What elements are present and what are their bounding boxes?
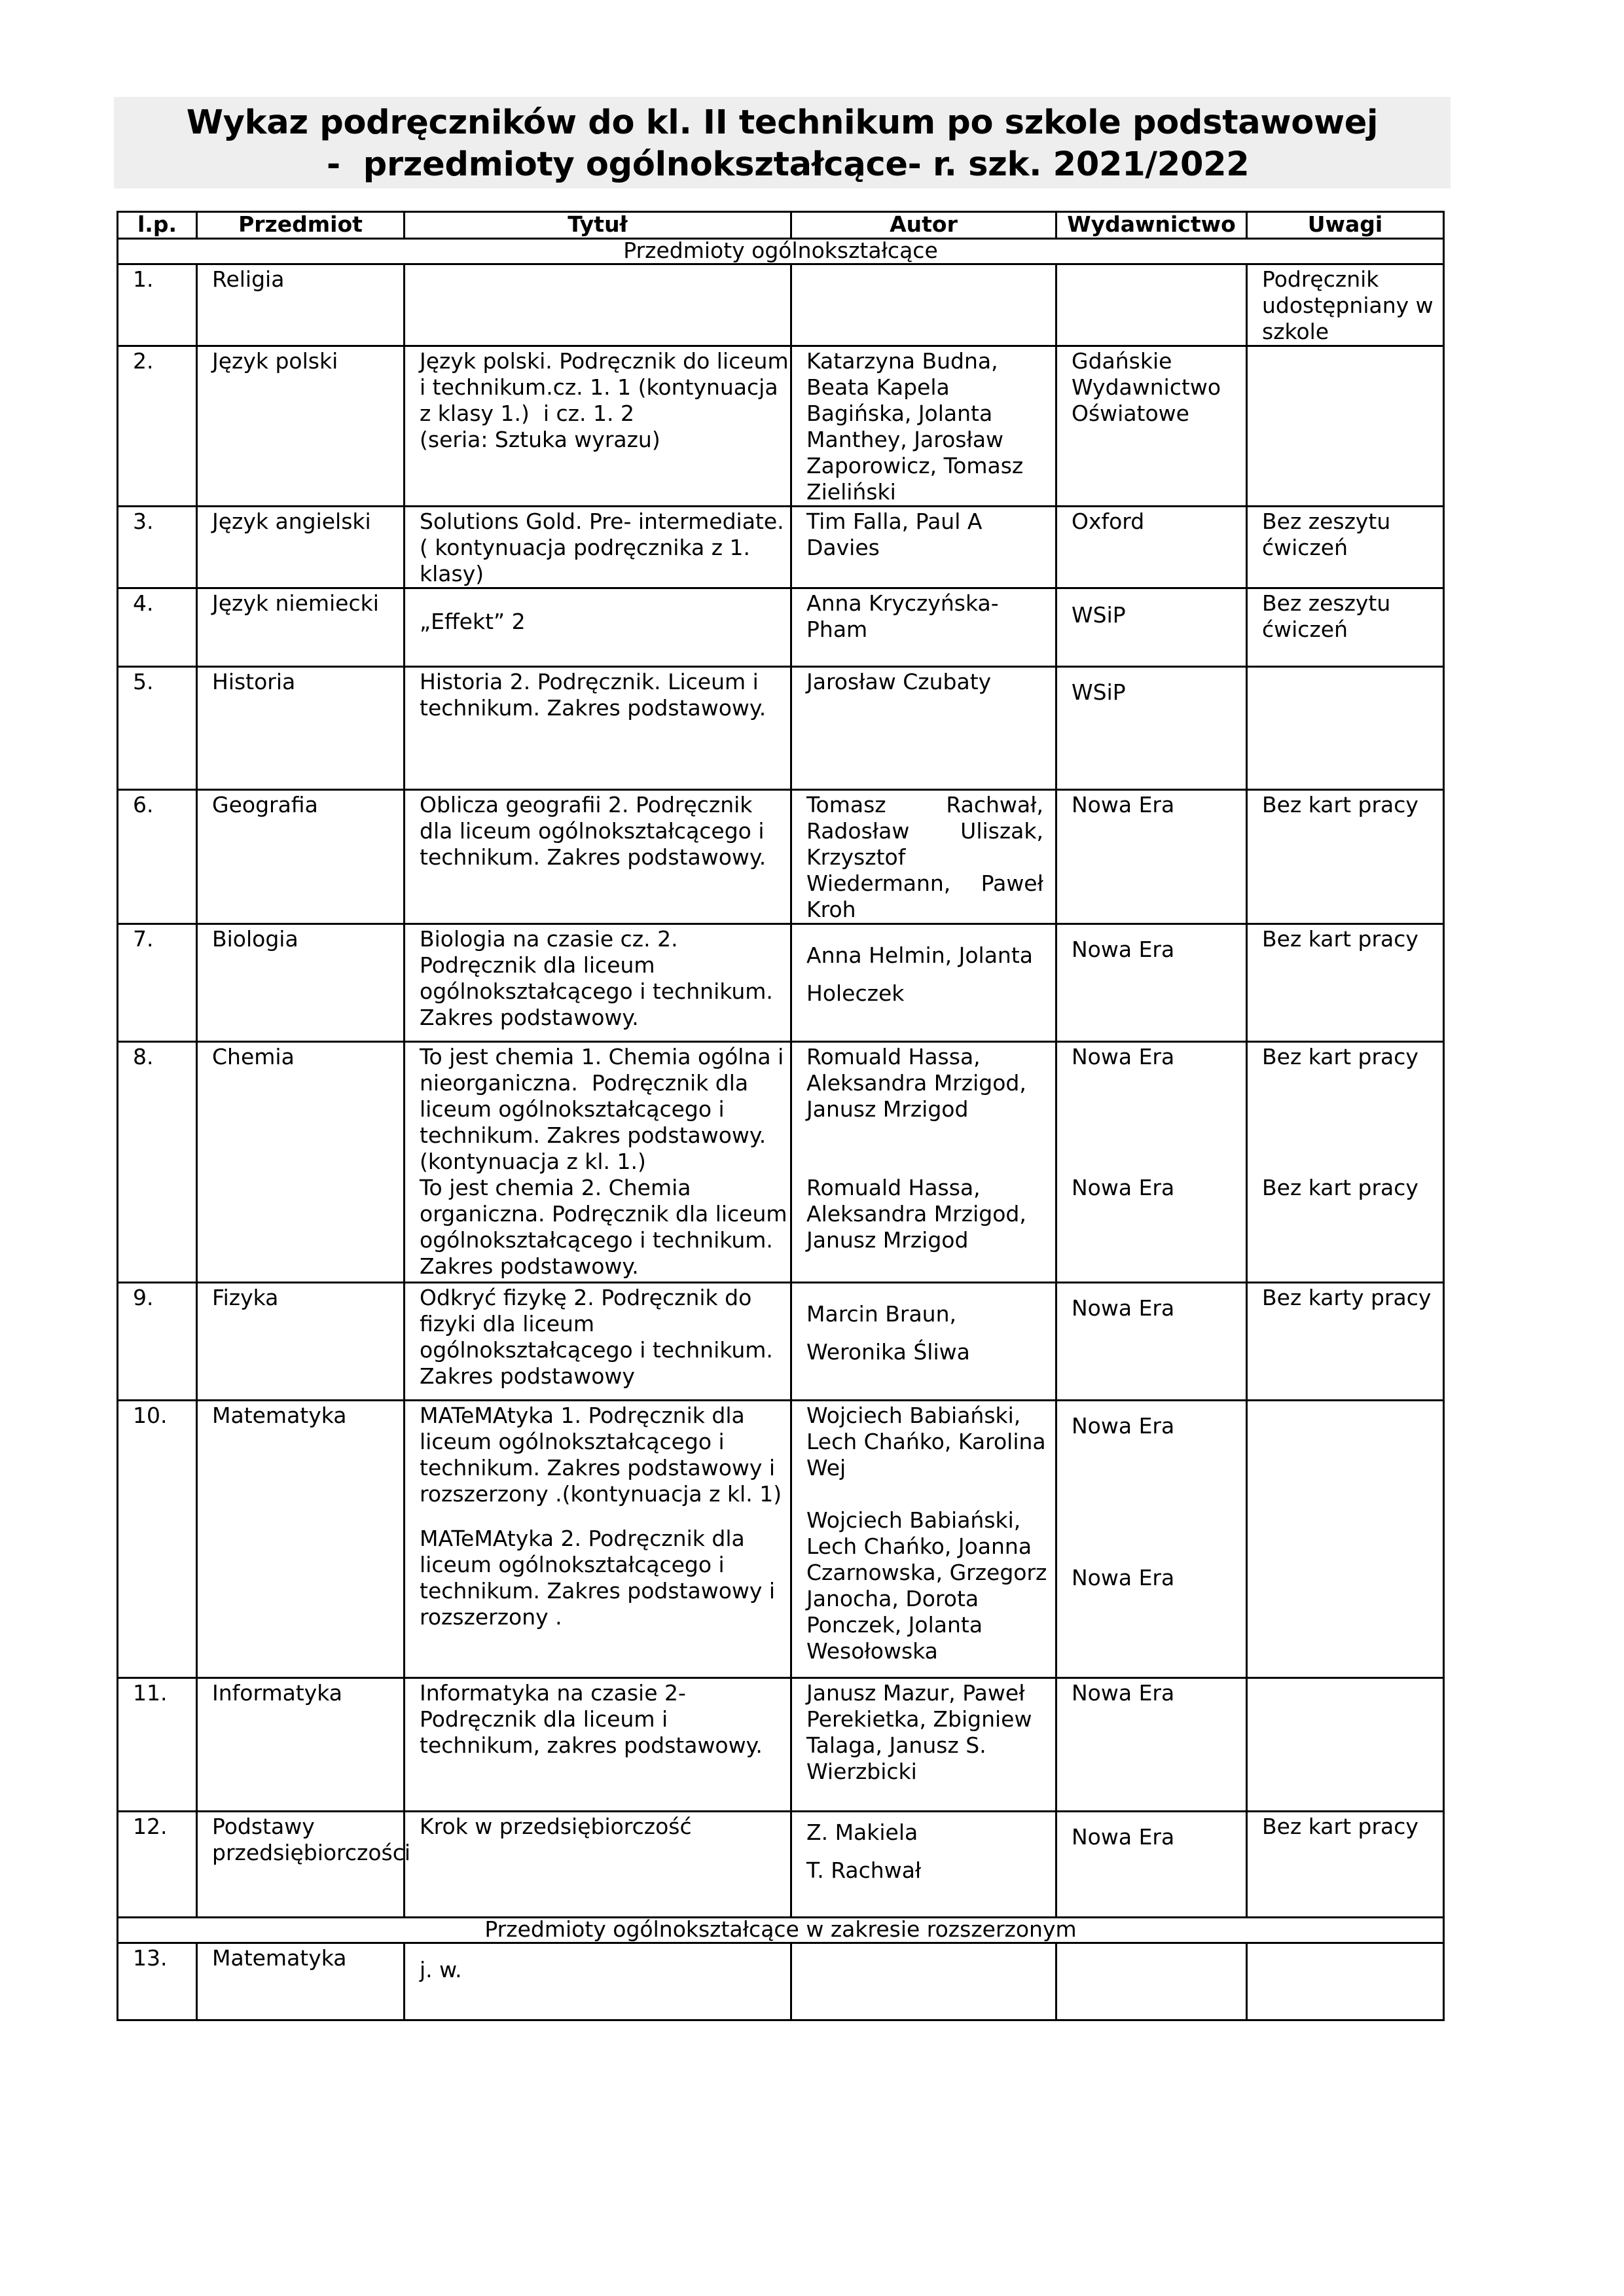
cell-publisher: Gdańskie Wydawnictwo Oświatowe [1056,346,1247,507]
cell-author: Marcin Braun, Weronika Śliwa [791,1283,1056,1401]
cell-publisher: Nowa Era [1072,1044,1175,1069]
cell-author: Tomasz Rachwał, Radosław Uliszak, Krzysztof Wiedermann, Paweł Kroh [791,790,1056,924]
cell-author [791,1943,1056,2020]
cell-lp: 8. [118,1042,197,1283]
cell-lp: 6. [118,790,197,924]
section-general: Przedmioty ogólnokształcące [118,239,1444,264]
table-row [118,1943,1444,2020]
cell-subject: Historia [197,667,405,790]
cell-notes [1247,1943,1444,2020]
table-row [118,1812,1444,1918]
cell-publisher: Nowa Era [1056,790,1247,924]
section-row-general [118,239,1444,264]
cell-author: Tim Falla, Paul A Davies [791,507,1056,588]
cell-author-2: T. Rachwał [806,1857,922,1883]
table-row [118,1401,1444,1678]
cell-publisher: Nowa Era [1056,924,1247,1042]
cell-publisher: Nowa Era [1056,1283,1247,1401]
cell-lp: 13. [118,1943,197,2020]
cell-subject: Biologia [197,924,405,1042]
cell-title: Odkryć fizykę 2. Podręcznik do fizyki dla liceum ogólnokształcącego i technikum. Zakres podstawowy [405,1283,791,1401]
cell-notes: Bez kart pracy [1262,1044,1418,1069]
cell-author-2: Romuald Hassa, Aleksandra Mrzigod, Janusz Mrzigod [806,1175,1026,1253]
section-row-extended [118,1918,1444,1943]
table-row [118,924,1444,1042]
cell-notes: Bez kart pracy [1247,1812,1444,1918]
cell-lp: 7. [118,924,197,1042]
cell-title: Biologia na czasie cz. 2. Podręcznik dla liceum ogólnokształcącego i technikum. Zakres podstawowy. [405,924,791,1042]
table-header-row [118,212,1444,239]
cell-lp: 1. [118,264,197,346]
title-line-2: - przedmioty ogólnokształcące- r. szk. 2021/2022 [315,145,1250,184]
cell-title: Krok w przedsiębiorczość [405,1812,791,1918]
cell-author: Anna Helmin, Jolanta Holeczek [791,924,1056,1042]
cell-author: Anna Kryczyńska- Pham [791,588,1056,667]
cell-title: „Effekt” 2 [405,588,791,667]
textbook-table [117,211,1445,2021]
cell-publisher: Oxford [1056,507,1247,588]
table-row [118,588,1444,667]
cell-publisher-group [1056,1042,1247,1283]
cell-title: Język polski. Podręcznik do liceum i technikum.cz. 1. 1 (kontynuacja z klasy 1.) i cz. 1. 2 (seria: Sztuka wyrazu) [405,346,791,507]
cell-author-group [791,1042,1056,1283]
cell-subject: Religia [197,264,405,346]
cell-notes [1247,1678,1444,1812]
cell-publisher-group [1056,1401,1247,1678]
cell-author: Z. Makiela [806,1820,918,1845]
cell-subject: Chemia [197,1042,405,1283]
cell-lp: 12. [118,1812,197,1918]
cell-title: To jest chemia 1. Chemia ogólna i nieorganiczna. Podręcznik dla liceum ogólnokształcącego i technikum. Zakres podstawowy. (kontynuacja z kl. 1.) To jest chemia 2. Chemia organiczna. Podręcznik dla liceum ogólnokształcącego i technikum. Zakres podstawowy. [405,1042,791,1283]
cell-notes: Podręcznik udostępniany w szkole [1247,264,1444,346]
section-extended: Przedmioty ogólnokształcące w zakresie rozszerzonym [118,1918,1444,1943]
header-subject: Przedmiot [197,212,405,239]
cell-author: Romuald Hassa, Aleksandra Mrzigod, Janusz Mrzigod [806,1044,1026,1122]
cell-subject: Fizyka [197,1283,405,1401]
table-row [118,790,1444,924]
table-row [118,507,1444,588]
cell-notes: Bez karty pracy [1247,1283,1444,1401]
cell-publisher: Nowa Era [1056,1678,1247,1812]
cell-lp: 11. [118,1678,197,1812]
table-row [118,1678,1444,1812]
cell-title: Historia 2. Podręcznik. Liceum i technikum. Zakres podstawowy. [405,667,791,790]
cell-author: Janusz Mazur, Paweł Perekietka, Zbigniew Talaga, Janusz S. Wierzbicki [791,1678,1056,1812]
cell-publisher: WSiP [1056,588,1247,667]
cell-lp: 2. [118,346,197,507]
cell-subject: Informatyka [197,1678,405,1812]
cell-notes: Bez zeszytu ćwiczeń [1247,507,1444,588]
cell-notes [1247,1401,1444,1678]
cell-notes [1247,346,1444,507]
cell-title: MATeMAtyka 1. Podręcznik dla liceum ogólnokształcącego i technikum. Zakres podstawowy i rozszerzony .(kontynuacja z kl. 1) [420,1403,782,1507]
cell-author: Jarosław Czubaty [791,667,1056,790]
cell-subject: Język polski [197,346,405,507]
table-row [118,264,1444,346]
cell-publisher: WSiP [1056,667,1247,790]
cell-author [791,264,1056,346]
cell-title: Oblicza geografii 2. Podręcznik dla liceum ogólnokształcącego i technikum. Zakres podstawowy. [405,790,791,924]
cell-title: Informatyka na czasie 2-Podręcznik dla liceum i technikum, zakres podstawowy. [405,1678,791,1812]
cell-title-group [405,1401,791,1678]
cell-lp: 3. [118,507,197,588]
cell-notes-group [1247,1042,1444,1283]
table-row [118,1283,1444,1401]
cell-subject: Język angielski [197,507,405,588]
cell-lp: 9. [118,1283,197,1401]
cell-title [405,264,791,346]
cell-notes: Bez kart pracy [1247,790,1444,924]
cell-lp: 10. [118,1401,197,1678]
cell-lp: 4. [118,588,197,667]
table-row [118,1042,1444,1283]
header-lp: l.p. [118,212,197,239]
cell-notes [1247,667,1444,790]
cell-subject: Język niemiecki [197,588,405,667]
cell-notes-2: Bez kart pracy [1262,1175,1418,1200]
header-publisher: Wydawnictwo [1056,212,1247,239]
cell-publisher-2: Nowa Era [1072,1175,1175,1200]
title-line-1: Wykaz podręczników do kl. II technikum po szkole podstawowej [186,103,1379,142]
table-row [118,346,1444,507]
cell-lp: 5. [118,667,197,790]
header-notes: Uwagi [1247,212,1444,239]
cell-title-2: MATeMAtyka 2. Podręcznik dla liceum ogólnokształcącego i technikum. Zakres podstawowy i rozszerzony . [420,1526,776,1630]
cell-publisher-2: Nowa Era [1072,1565,1175,1590]
cell-publisher [1056,264,1247,346]
table-row [118,667,1444,790]
cell-author: Wojciech Babiański, Lech Chańko, Karolina Wej [806,1403,1046,1480]
cell-title: Solutions Gold. Pre- intermediate.( kontynuacja podręcznika z 1. klasy) [405,507,791,588]
cell-publisher [1056,1943,1247,2020]
cell-author: Katarzyna Budna, Beata Kapela Bagińska, Jolanta Manthey, Jarosław Zaporowicz, Tomasz Zieliński [791,346,1056,507]
cell-notes: Bez kart pracy [1247,924,1444,1042]
cell-notes: Bez zeszytu ćwiczeń [1247,588,1444,667]
cell-author-group [791,1401,1056,1678]
header-author: Autor [791,212,1056,239]
cell-subject: Matematyka [197,1401,405,1678]
cell-subject: Podstawy przedsiębiorczości [197,1812,405,1918]
cell-publisher: Nowa Era [1072,1413,1175,1439]
cell-subject: Matematyka [197,1943,405,2020]
cell-subject: Geografia [197,790,405,924]
cell-author-2: Wojciech Babiański, Lech Chańko, Joanna Czarnowska, Grzegorz Janocha, Dorota Ponczek, Jolanta Wesołowska [806,1507,1047,1664]
cell-publisher: Nowa Era [1056,1812,1247,1918]
header-title: Tytuł [405,212,791,239]
cell-author-group [791,1812,1056,1918]
document-title [114,97,1451,188]
cell-title: j. w. [405,1943,791,2020]
